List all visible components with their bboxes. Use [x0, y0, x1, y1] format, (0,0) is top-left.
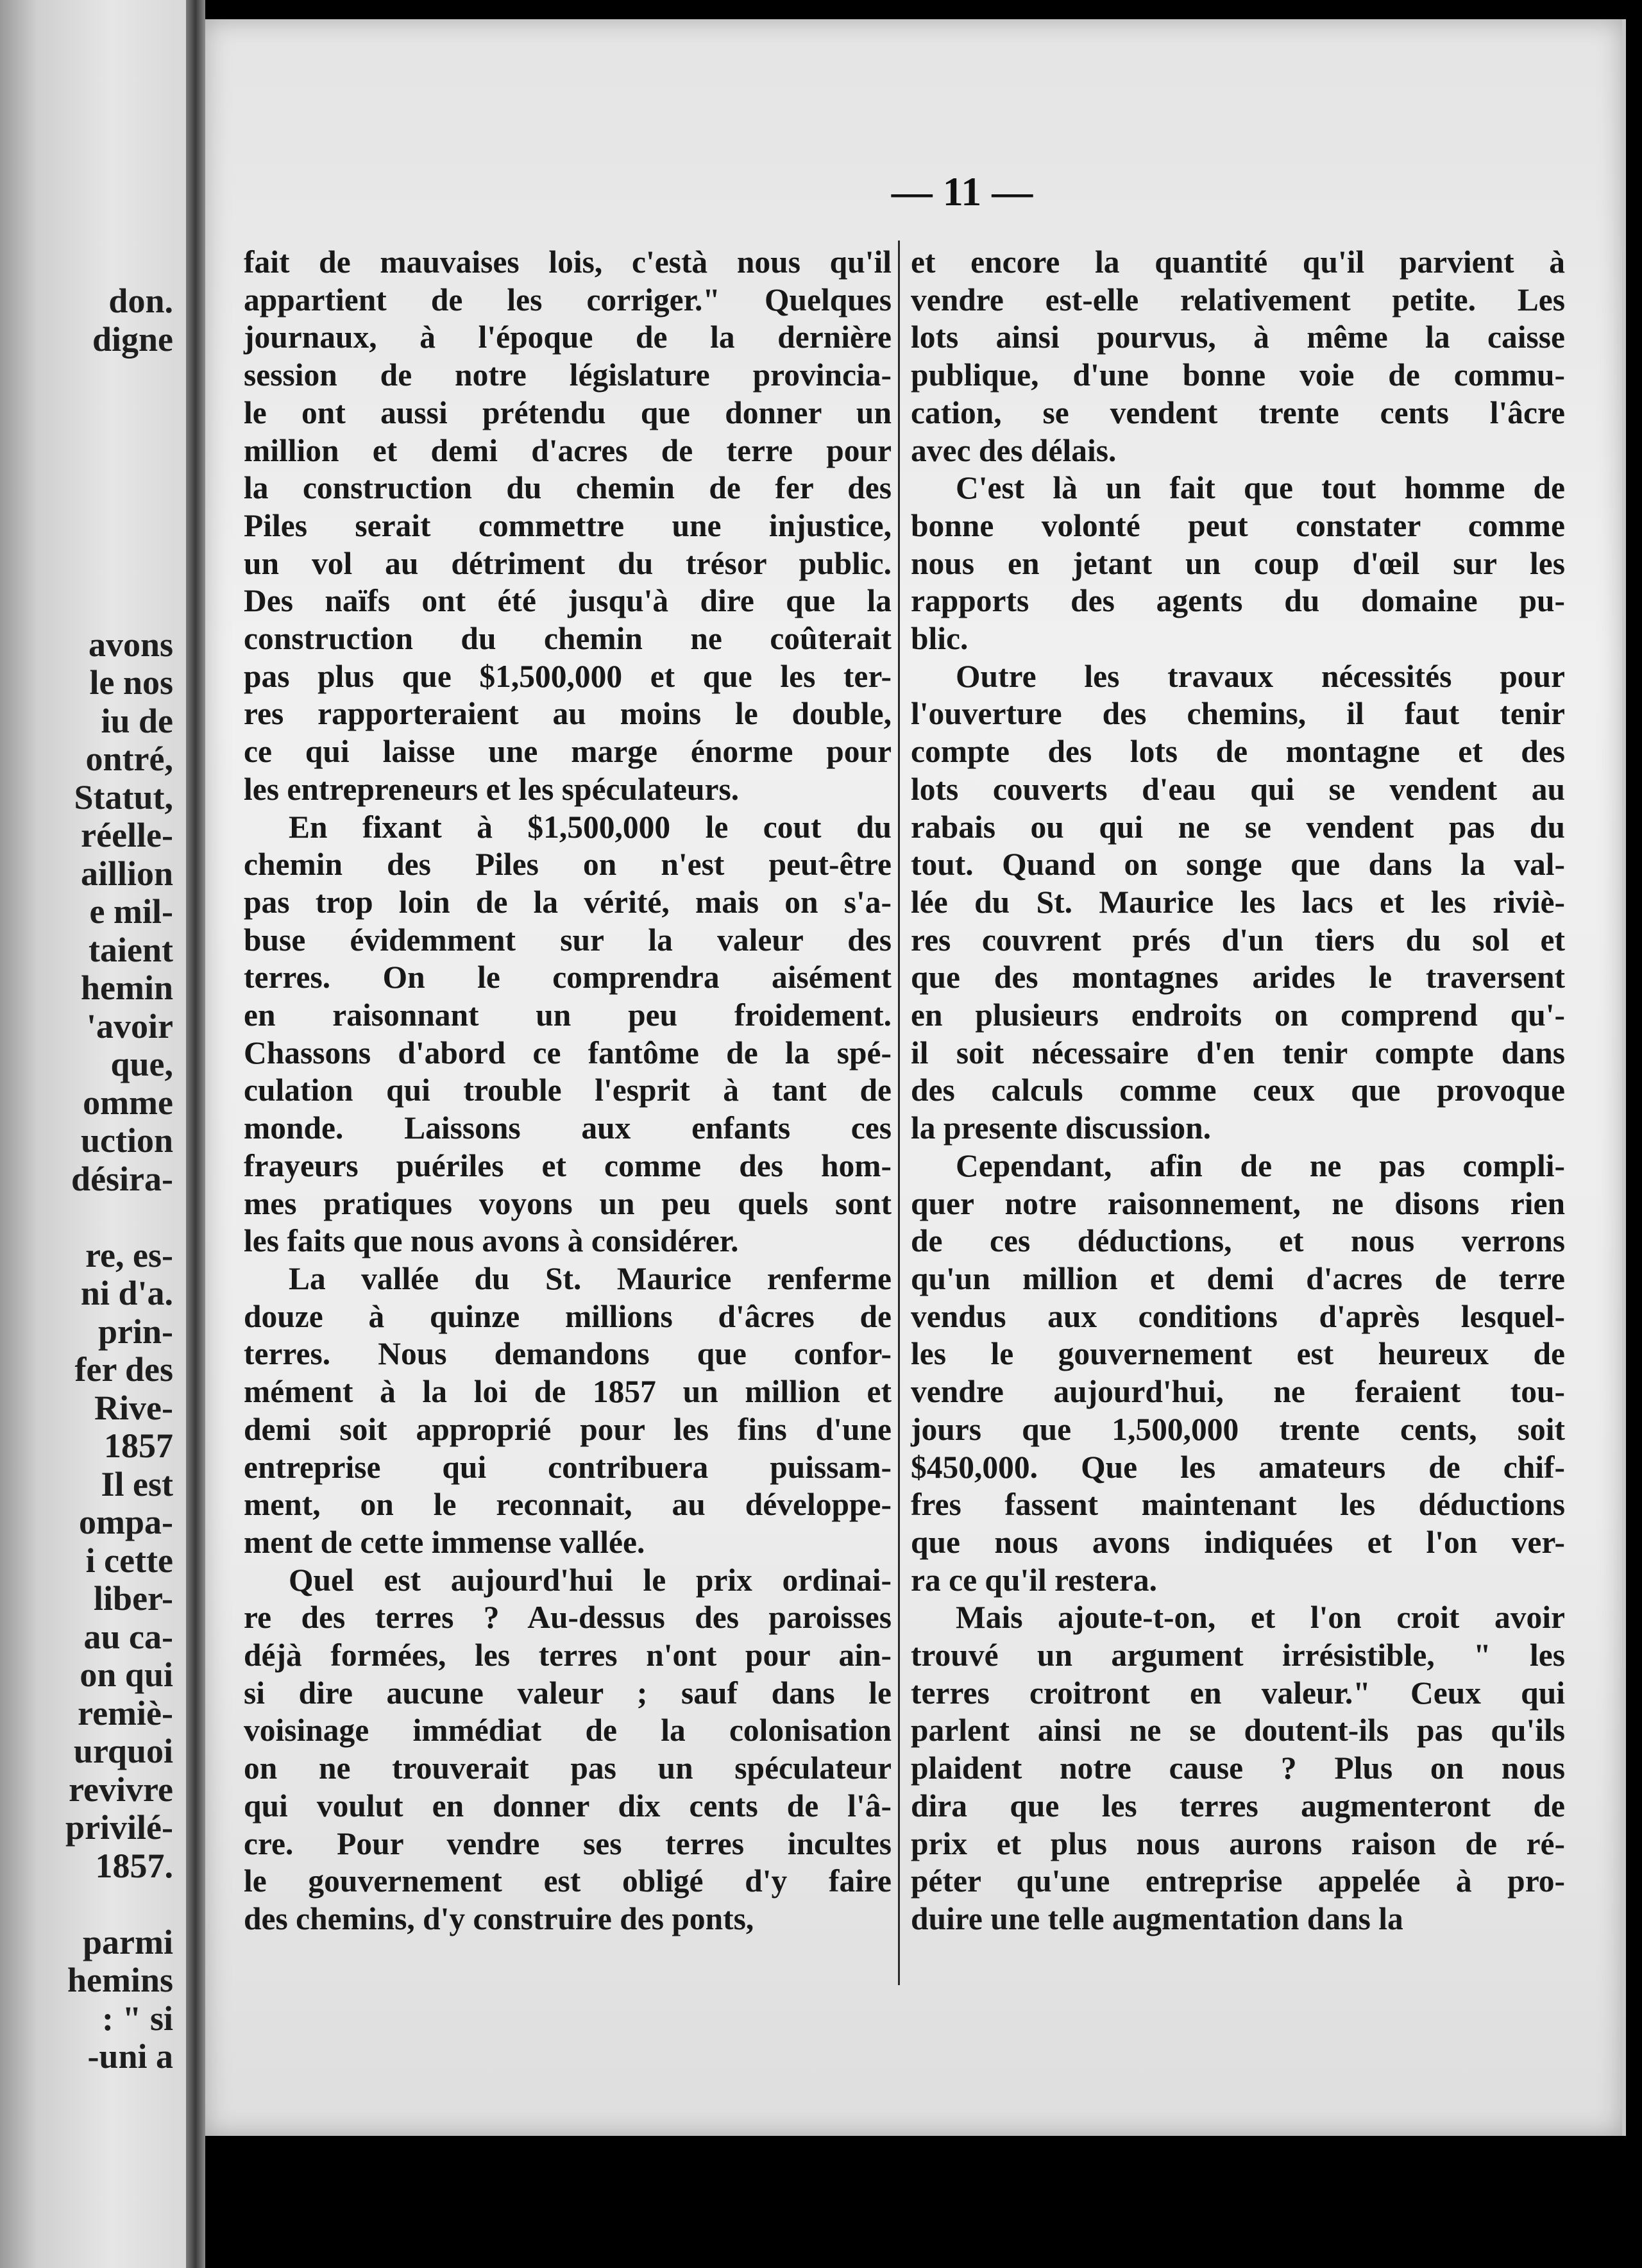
- margin-fragment: e mil-: [89, 892, 173, 931]
- text-line: Des naïfs ont été jusqu'à dire que la: [244, 583, 892, 619]
- margin-fragment: fer des: [74, 1350, 173, 1389]
- text-line: mes pratiques voyons un peu quels sont: [244, 1185, 892, 1221]
- text-line: et encore la quantité qu'il parvient à: [911, 244, 1565, 280]
- text-line: frayeurs puériles et comme des hom-: [244, 1147, 892, 1183]
- text-line: péter qu'une entreprise appelée à pro-: [911, 1863, 1565, 1899]
- margin-fragment: le nos: [89, 663, 173, 702]
- paragraph: [911, 658, 1565, 1147]
- text-line: cation, se vendent trente cents l'âcre: [911, 394, 1565, 430]
- text-line: culation qui trouble l'esprit à tant de: [244, 1072, 892, 1108]
- document-page: [205, 19, 1623, 2136]
- text-line: on ne trouverait pas un spéculateur: [244, 1750, 892, 1786]
- margin-fragment: 1857: [104, 1426, 173, 1465]
- paragraph: [244, 1260, 892, 1562]
- text-line: cre. Pour vendre ses terres incultes: [244, 1825, 892, 1861]
- paragraph: [911, 244, 1565, 470]
- margin-fragment: digne: [92, 319, 173, 359]
- text-line: Piles serait commettre une injustice,: [244, 507, 892, 543]
- margin-fragment: parmi: [83, 1922, 173, 1961]
- text-line: entreprise qui contribuera puissam-: [244, 1449, 892, 1485]
- margin-fragment: prin-: [97, 1312, 173, 1351]
- margin-fragment: [0, 1885, 173, 1924]
- text-line: la construction du chemin de fer des: [244, 470, 892, 506]
- margin-fragment: privilé-: [65, 1808, 173, 1847]
- text-line: res rapporteraient au moins le double,: [244, 696, 892, 732]
- text-line: les faits que nous avons à considérer.: [244, 1223, 739, 1259]
- margin-fragment: 1857.: [95, 1846, 173, 1885]
- text-line: que des montagnes arides le traversent: [911, 960, 1565, 995]
- margin-fragment: ontré,: [85, 740, 173, 778]
- text-line: million et demi d'acres de terre pour: [244, 432, 892, 468]
- text-line: terres. Nous demandons que confor-: [244, 1336, 892, 1372]
- text-line: qu'un million et demi d'acres de terre: [911, 1260, 1565, 1296]
- margin-fragment: [0, 550, 173, 588]
- margin-fragment: [0, 435, 173, 473]
- previous-page-fragment: [0, 0, 186, 2268]
- margin-fragment: i cette: [85, 1541, 173, 1580]
- text-line: en raisonnant un peu froidement.: [244, 997, 892, 1033]
- text-line: res couvrent prés d'un tiers du sol et: [911, 922, 1565, 958]
- text-line: voisinage immédiat de la colonisation: [244, 1713, 892, 1748]
- text-line: vendre est-elle relativement petite. Les: [911, 282, 1565, 317]
- text-line: blic.: [911, 621, 969, 657]
- text-line: parlent ainsi ne se doutent-ils pas qu'ils: [911, 1713, 1565, 1748]
- text-line: qui voulut en donner dix cents de l'â-: [244, 1788, 892, 1824]
- text-line: lots couverts d'eau qui se vendent au: [911, 771, 1565, 807]
- text-line: la presente discussion.: [911, 1110, 1212, 1146]
- text-line: prix et plus nous aurons raison de ré-: [911, 1825, 1565, 1861]
- margin-fragment: taient: [89, 930, 173, 969]
- text-line: session de notre législature provincia-: [244, 357, 892, 393]
- text-line: duire une telle augmentation dans la: [911, 1900, 1403, 1936]
- text-line: rapports des agents du domaine pu-: [911, 583, 1565, 619]
- margin-fragment: [0, 1198, 173, 1237]
- text-line: fait de mauvaises lois, c'està nous qu'il: [244, 244, 892, 280]
- text-line: Quel est aujourd'hui le prix ordinai-: [289, 1562, 892, 1598]
- text-line: vendre aujourd'hui, ne feraient tou-: [911, 1374, 1565, 1410]
- previous-page-text: [0, 282, 173, 2076]
- margin-fragment: hemins: [67, 1961, 173, 1999]
- text-line: terres. On le comprendra aisément: [244, 960, 892, 995]
- margin-fragment: désira-: [71, 1159, 173, 1198]
- text-line: ment, on le reconnait, au développe-: [244, 1487, 892, 1523]
- margin-fragment: omme: [83, 1083, 173, 1122]
- paragraph: [244, 1562, 892, 1938]
- margin-fragment: Il est: [101, 1464, 173, 1503]
- margin-fragment: Rive-: [94, 1388, 173, 1427]
- margin-fragment: liber-: [94, 1579, 173, 1618]
- margin-fragment: 'avoir: [87, 1006, 173, 1045]
- margin-fragment: [0, 588, 173, 626]
- text-line: plaident notre cause ? Plus on nous: [911, 1750, 1565, 1786]
- text-line: C'est là un fait que tout homme de: [956, 470, 1565, 506]
- text-line: trouvé un argument irrésistible, " les: [911, 1638, 1565, 1673]
- text-line: déjà formées, les terres n'ont pour ain-: [244, 1638, 892, 1673]
- text-line: si dire aucune valeur ; sauf dans le: [244, 1675, 892, 1711]
- margin-fragment: au ca-: [83, 1617, 173, 1656]
- text-line: Chassons d'abord ce fantôme de la spé-: [244, 1035, 892, 1071]
- text-line: de ces déductions, et nous verrons: [911, 1223, 1565, 1259]
- margin-fragment: [0, 473, 173, 512]
- margin-fragment: remiè-: [78, 1693, 173, 1732]
- text-line: pas trop loin de la vérité, mais on s'a-: [244, 884, 892, 920]
- text-line: demi soit approprié pour les fins d'une: [244, 1411, 892, 1447]
- margin-fragment: uction: [80, 1121, 173, 1160]
- margin-fragment: iu de: [101, 701, 173, 740]
- text-line: ra ce qu'il restera.: [911, 1562, 1157, 1598]
- text-line: le ont aussi prétendu que donner un: [244, 394, 892, 430]
- text-line: le gouvernement est obligé d'y faire: [244, 1863, 892, 1899]
- text-line: les le gouvernement est heureux de: [911, 1336, 1565, 1372]
- text-line: compte des lots de montagne et des: [911, 734, 1565, 770]
- text-line: que nous avons indiquées et l'on ver-: [911, 1524, 1565, 1560]
- text-line: Cependant, afin de ne pas compli-: [956, 1147, 1565, 1183]
- page-edge: [1622, 19, 1626, 2136]
- margin-fragment: que,: [110, 1045, 173, 1083]
- margin-fragment: [0, 359, 173, 397]
- scan-background: [205, 2136, 1642, 2268]
- text-line: tout. Quand on songe que dans la val-: [911, 847, 1565, 883]
- text-line: bonne volonté peut constater comme: [911, 507, 1565, 543]
- text-line: vendus aux conditions d'après lesquel-: [911, 1298, 1565, 1334]
- text-line: re des terres ? Au-dessus des paroisses: [244, 1600, 892, 1636]
- column-divider: [898, 241, 900, 1985]
- margin-fragment: urquoi: [73, 1732, 173, 1770]
- margin-fragment: réelle-: [81, 816, 173, 854]
- text-line: l'ouverture des chemins, il faut tenir: [911, 696, 1565, 732]
- text-line: rabais ou qui ne se vendent pas du: [911, 809, 1565, 845]
- paragraph: [911, 470, 1565, 658]
- text-line: il soit nécessaire d'en tenir compte dans: [911, 1035, 1565, 1071]
- text-line: fres fassent maintenant les déductions: [911, 1487, 1565, 1523]
- text-line: lée du St. Maurice les lacs et les riviè-: [911, 884, 1565, 920]
- margin-fragment: : " si: [102, 1999, 173, 2038]
- text-line: lots ainsi pourvus, à même la caisse: [911, 319, 1565, 355]
- margin-fragment: hemin: [80, 969, 173, 1007]
- text-line: les entrepreneurs et les spéculateurs.: [244, 771, 740, 807]
- margin-fragment: on qui: [80, 1655, 173, 1694]
- margin-fragment: don.: [108, 282, 173, 320]
- margin-fragment: Statut,: [74, 777, 173, 817]
- margin-fragment: -uni a: [87, 2037, 173, 2076]
- paragraph: [244, 809, 892, 1260]
- text-line: mément à la loi de 1857 un million et: [244, 1374, 892, 1410]
- margin-fragment: ni d'a.: [80, 1274, 173, 1312]
- text-line: des calculs comme ceux que provoque: [911, 1072, 1565, 1108]
- text-line: jours que 1,500,000 trente cents, soit: [911, 1411, 1565, 1447]
- text-line: En fixant à $1,500,000 le cout du: [289, 809, 892, 845]
- text-line: ment de cette immense vallée.: [244, 1524, 645, 1560]
- margin-fragment: re, es-: [85, 1235, 173, 1274]
- left-text-column: [244, 244, 892, 1938]
- text-line: appartient de les corriger." Quelques: [244, 282, 892, 317]
- text-line: dira que les terres augmenteront de: [911, 1788, 1565, 1824]
- text-line: $450,000. Que les amateurs de chif-: [911, 1449, 1565, 1485]
- text-line: un vol au détriment du trésor public.: [244, 545, 892, 581]
- paragraph: [244, 244, 892, 809]
- page-number: — 11 —: [891, 169, 1033, 214]
- book-gutter: [186, 0, 205, 2268]
- text-line: journaux, à l'époque de la dernière: [244, 319, 892, 355]
- text-line: construction du chemin ne coûterait: [244, 621, 892, 657]
- margin-fragment: avons: [88, 625, 173, 664]
- text-line: chemin des Piles on n'est peut-être: [244, 847, 892, 883]
- text-line: pas plus que $1,500,000 et que les ter-: [244, 658, 892, 694]
- text-line: publique, d'une bonne voie de commu-: [911, 357, 1565, 393]
- text-line: Outre les travaux nécessités pour: [956, 658, 1565, 694]
- margin-fragment: revivre: [69, 1770, 173, 1809]
- text-line: des chemins, d'y construire des ponts,: [244, 1900, 754, 1936]
- right-text-column: [911, 244, 1565, 1938]
- text-line: avec des délais.: [911, 432, 1117, 468]
- paragraph: [911, 1599, 1565, 1938]
- text-line: Mais ajoute-t-on, et l'on croit avoir: [956, 1600, 1565, 1636]
- text-line: douze à quinze millions d'âcres de: [244, 1298, 892, 1334]
- text-line: nous en jetant un coup d'œil sur les: [911, 545, 1565, 581]
- text-line: La vallée du St. Maurice renferme: [289, 1260, 892, 1296]
- text-line: ce qui laisse une marge énorme pour: [244, 734, 892, 770]
- text-line: terres croitront en valeur." Ceux qui: [911, 1675, 1565, 1711]
- margin-fragment: ompa-: [79, 1503, 173, 1541]
- text-line: quer notre raisonnement, ne disons rien: [911, 1185, 1565, 1221]
- text-line: en plusieurs endroits on comprend qu'-: [911, 997, 1565, 1033]
- margin-fragment: [0, 511, 173, 550]
- paragraph: [911, 1147, 1565, 1599]
- text-line: monde. Laissons aux enfants ces: [244, 1110, 892, 1146]
- margin-fragment: [0, 397, 173, 436]
- margin-fragment: aillion: [80, 854, 173, 893]
- text-line: buse évidemment sur la valeur des: [244, 922, 892, 958]
